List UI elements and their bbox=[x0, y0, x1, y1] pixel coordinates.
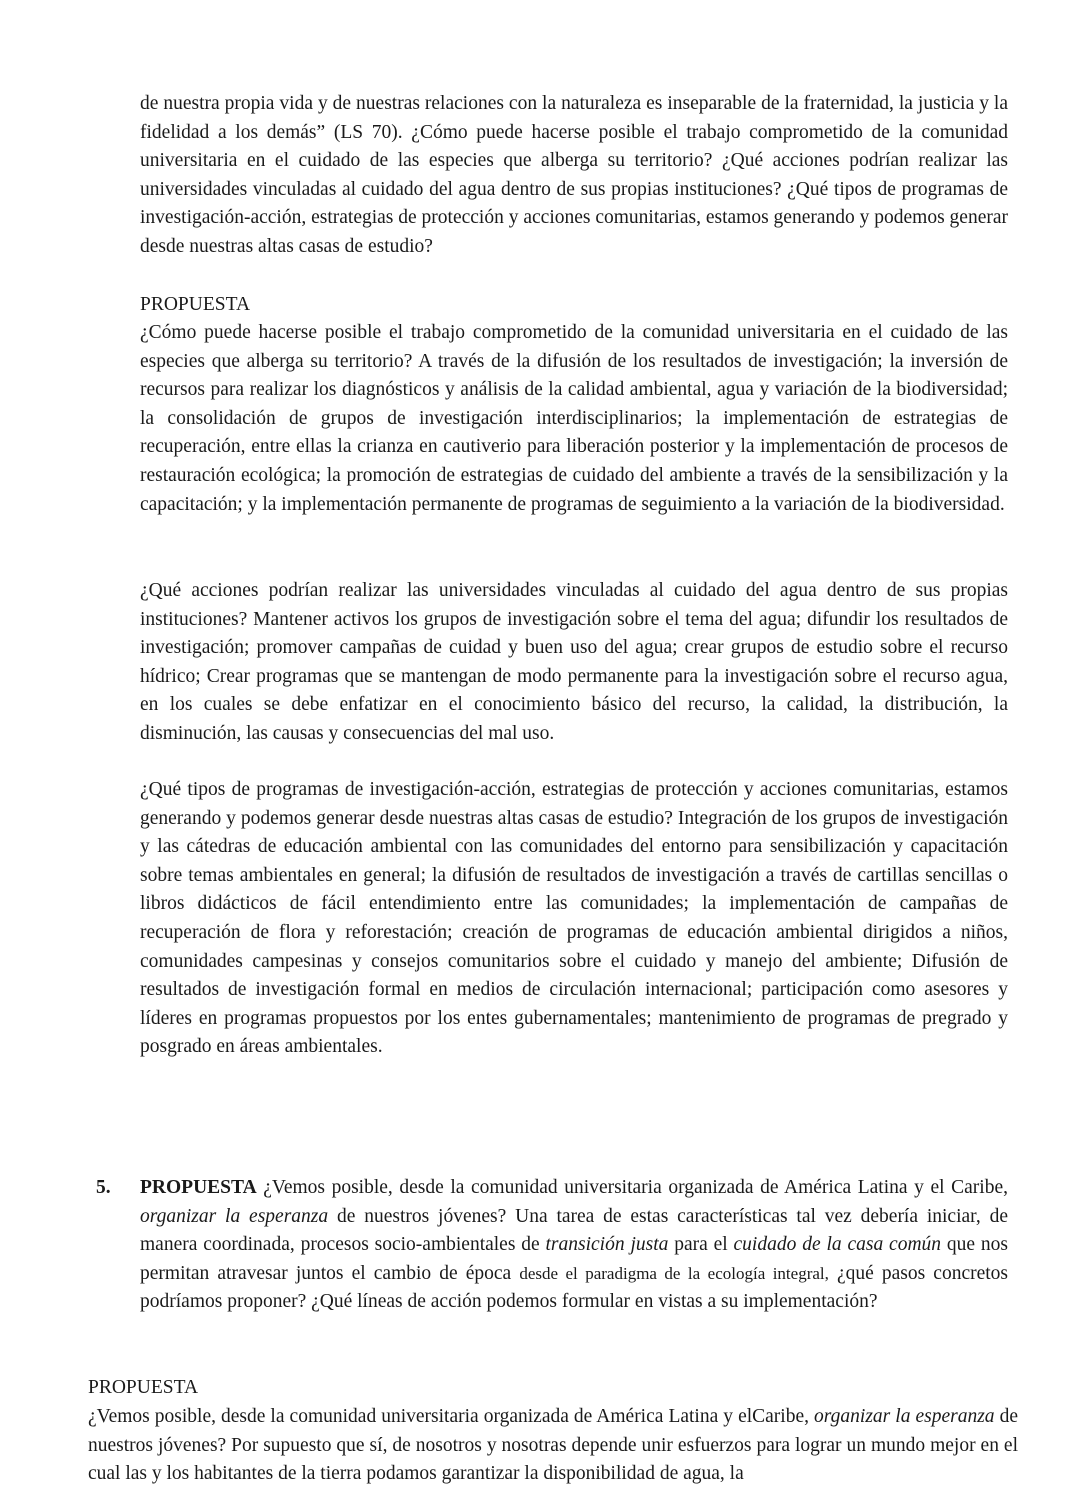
item-number: 5. bbox=[96, 1177, 111, 1198]
item-5-text-3: para el bbox=[668, 1234, 734, 1256]
item-5-text-6: ¿qué pasos concretos podríamos proponer? ¿Qué líneas de acción podemos formular en vistas a su implementación? bbox=[140, 1262, 1009, 1313]
final-paragraph bbox=[88, 1403, 1018, 1489]
proposal-heading-1: PROPUESTA bbox=[140, 294, 251, 315]
proposal-heading-2: PROPUESTA bbox=[88, 1377, 199, 1398]
numbered-item-5 bbox=[96, 1174, 1008, 1317]
item-5-text-2: de nuestros jóvenes? Una tarea de estas características tal vez debería iniciar, de manera coordinada, procesos socio-ambientales de bbox=[140, 1205, 1008, 1256]
final-text-1: ¿Vemos posible, desde la comunidad universitaria organizada de América Latina y elCaribe, bbox=[88, 1406, 815, 1427]
item-5-italic-3: cuidado de la casa común bbox=[733, 1234, 942, 1256]
item-5-text-1: ¿Vemos posible, desde la comunidad universitaria organizada de América Latina y el Caribe, bbox=[256, 1177, 1008, 1198]
item-5-text bbox=[140, 1174, 1008, 1317]
item-5-italic-2: transición justa bbox=[545, 1234, 669, 1256]
proposal-paragraph-2: ¿Qué acciones podrían realizar las universidades vinculadas al cuidado del agua dentro de sus propias instituciones? Mantener activos los grupos de investigación sobre el tema del agua; difundir los resultados de investigación; promover campañas de cuidad y buen uso del agua; crear grupos de estudio sobre el recurso hídrico; Crear programas que se mantengan de modo permanente para la investigación sobre el recurso agua, en los cuales se debe enfatizar en el conocimiento básico del recurso, la calidad, la distribución, la disminución, las causas y consecuencias del mal uso. bbox=[140, 580, 1008, 744]
item-5-text-4: que nos permitan atravesar juntos el cambio de época bbox=[140, 1234, 1008, 1284]
intro-paragraph: de nuestra propia vida y de nuestras relaciones con la naturaleza es inseparable de la fraternidad, la justicia y la fidelidad a los demás” (LS 70). ¿Cómo puede hacerse posible el trabajo comprometido de la comunidad universitaria en el cuidado de las especies que alberga su territorio? ¿Qué acciones podrían realizar las universidades vinculadas al cuidado del agua dentro de sus propias instituciones? ¿Qué tipos de programas de investigación-acción, estrategias de protección y acciones comunitarias, estamos generando y podemos generar desde nuestras altas casas de estudio? bbox=[140, 93, 1008, 257]
proposal-paragraph-1: ¿Cómo puede hacerse posible el trabajo comprometido de la comunidad universitaria en el cuidado de las especies que alberga su territorio? A través de la difusión de los resultados de investigación; la inversión de recursos para realizar los diagnósticos y análisis de la calidad ambiental, agua y variación de la biodiversidad; la consolidación de grupos de investigación interdisciplinarios; la implementación de estrategias de recuperación, entre ellas la crianza en cautiverio para liberación posterior y la implementación de procesos de restauración ecológica; la promoción de estrategias de cuidado del ambiente a través de la sensibilización y la capacitación; y la implementación permanente de programas de seguimiento a la variación de la biodiversidad. bbox=[140, 322, 1008, 515]
final-italic-1: organizar la esperanza bbox=[814, 1406, 995, 1427]
proposal-paragraph-3: ¿Qué tipos de programas de investigación-acción, estrategias de protección y acciones comunitarias, estamos generando y podemos generar desde nuestras altas casas de estudio? Integración de los grupos de investigación y las cátedras de educación ambiental con las comunidades del entorno para sensibilización y capacitación sobre temas ambientales en general; la difusión de resultados de investigación a través de cartillas sencillas o libros didácticos de fácil entendimiento entre las comunidades; la implementación de campañas de recuperación de flora y reforestación; creación de programas de educación ambiental dirigidos a niños, comunidades campesinas y consejos comunitarios sobre el cuidado y manejo del ambiente; Difusión de resultados de investigación formal en medios de circulación internacional; participación como asesores y líderes en programas propuestos por los entes gubernamentales; mantenimiento de programas de pregrado y posgrado en áreas ambientales. bbox=[140, 779, 1008, 1058]
final-text-2: de nuestros jóvenes? Por supuesto que sí, de nosotros y nosotras depende unir esfuerzos para lograr un mundo mejor en el cual las y los habitantes de la tierra podamos garantizar la disponibilidad de agua, la bbox=[88, 1406, 1018, 1485]
item-5-lead: PROPUESTA bbox=[140, 1177, 257, 1198]
item-5-text-small: desde el paradigma de la ecología integral, bbox=[519, 1263, 829, 1283]
item-5-italic-1: organizar la esperanza bbox=[140, 1205, 329, 1227]
